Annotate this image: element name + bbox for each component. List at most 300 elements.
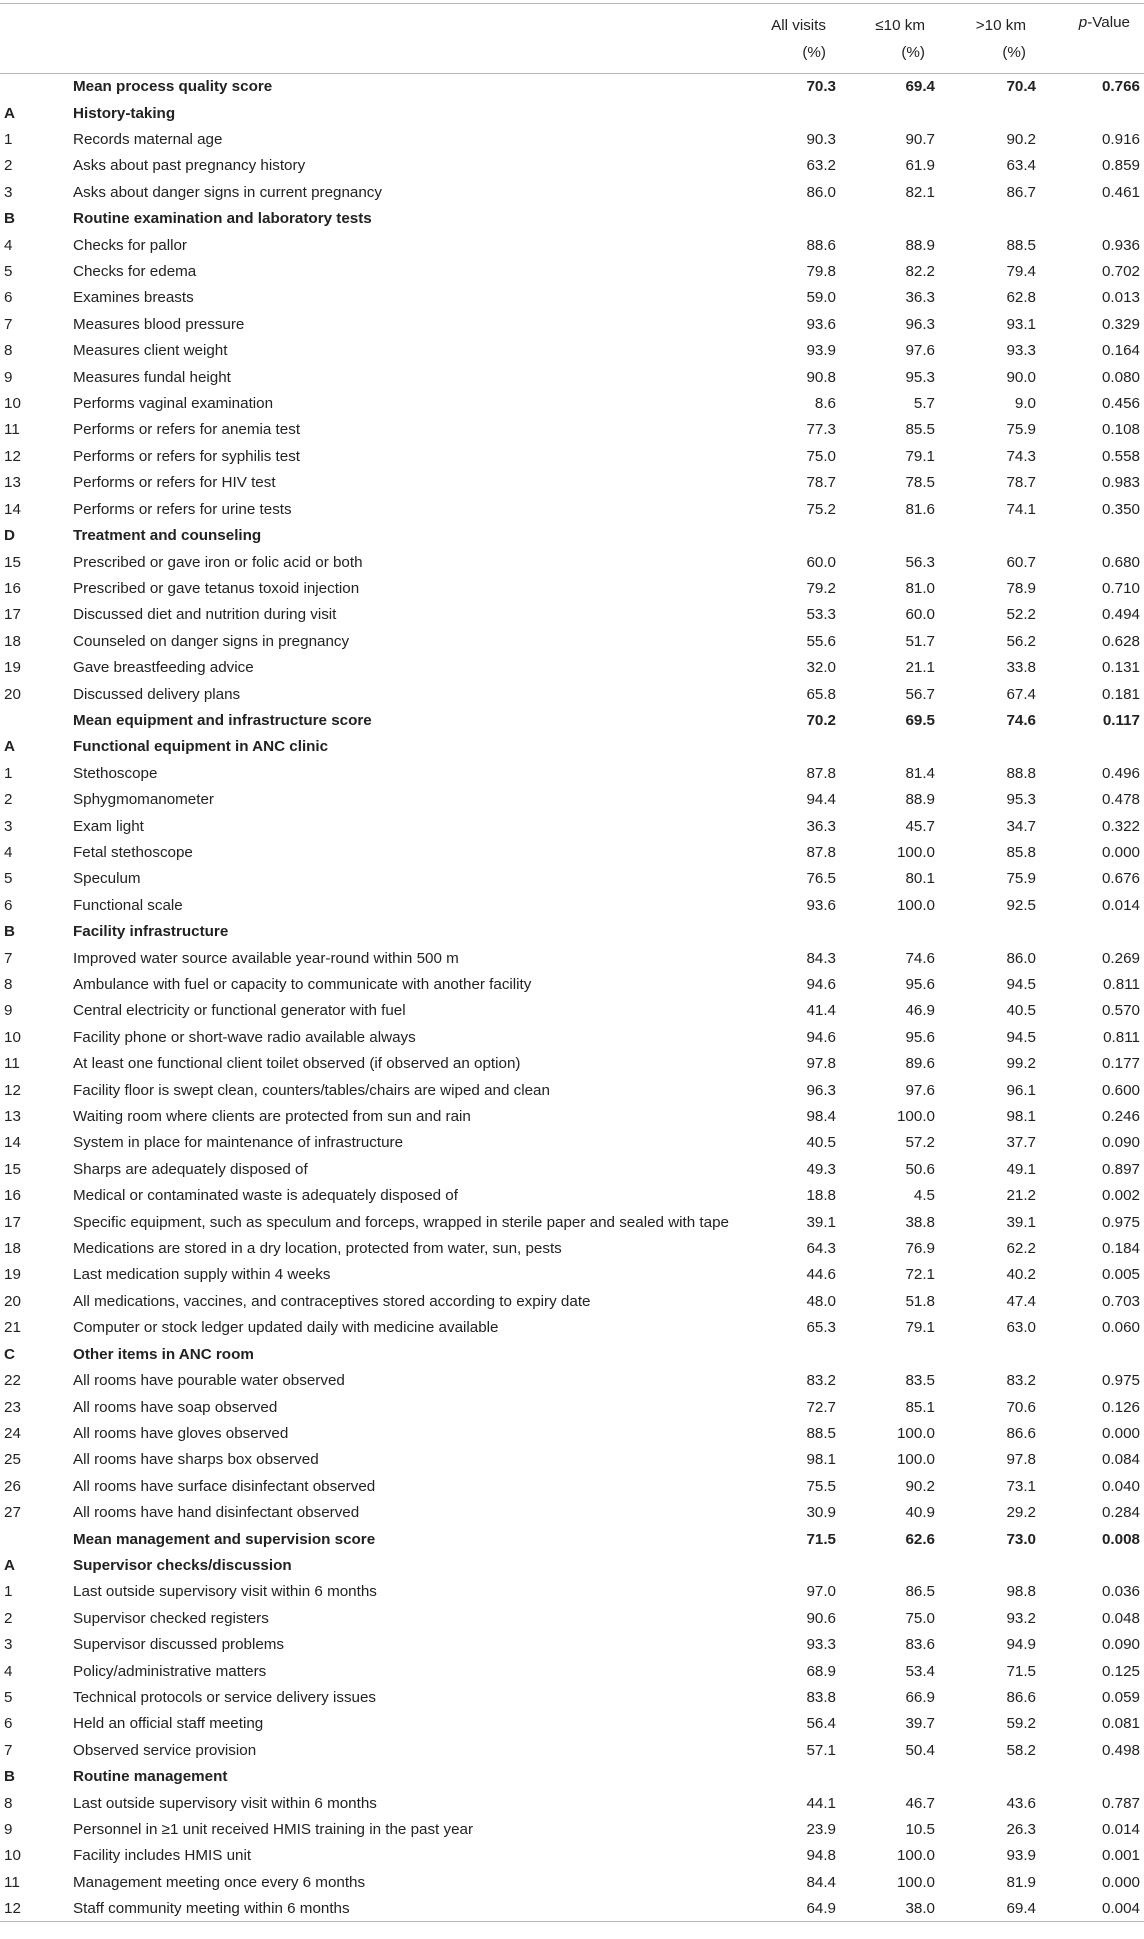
category-row: [0, 1552, 1144, 1578]
table-row: [0, 153, 1144, 179]
table-row: [0, 1051, 1144, 1077]
section-row: [0, 707, 1144, 733]
row-gt10: 81.9: [1006, 1873, 1036, 1891]
row-all-visits: [741, 522, 840, 548]
row-label: Routine management: [73, 1768, 228, 1786]
row-pvalue: 0.322: [1101, 817, 1140, 835]
row-gt10: 97.8: [1006, 1451, 1036, 1469]
row-all-visits: 68.9: [806, 1662, 836, 1680]
row-gt10: 94.5: [1006, 1028, 1036, 1046]
table-row: [0, 1579, 1144, 1605]
row-pvalue: 0.177: [1101, 1055, 1140, 1073]
row-code: B: [4, 210, 15, 228]
row-label: Mean equipment and infrastructure score: [73, 711, 372, 729]
row-le10: 38.0: [840, 1896, 939, 1922]
row-all-visits: 83.8: [806, 1688, 836, 1706]
row-le10: 100.0: [896, 1451, 935, 1469]
row-code: 25: [4, 1451, 21, 1469]
row-code: [0, 707, 69, 733]
table-row: [0, 1658, 1144, 1684]
row-le10: 81.4: [905, 764, 935, 782]
table-row: [0, 179, 1144, 205]
header-all-visits: [741, 4, 840, 74]
row-pvalue: [1040, 1552, 1144, 1578]
row-le10: 100.0: [896, 1847, 935, 1865]
row-code: 12: [0, 1896, 69, 1922]
row-code: 5: [4, 870, 13, 888]
row-gt10: 73.1: [1006, 1477, 1036, 1495]
row-all-visits: [741, 734, 840, 760]
row-le10: 56.7: [905, 685, 935, 703]
header-gt10-label: >10 km: [975, 16, 1026, 34]
row-code: 13: [4, 474, 21, 492]
row-label: Asks about danger signs in current pregnancy: [73, 183, 382, 201]
row-le10: 79.1: [905, 447, 935, 465]
row-code: B: [4, 923, 15, 941]
row-pvalue: 0.001: [1101, 1847, 1140, 1865]
row-code: 4: [4, 843, 13, 861]
row-pvalue: 0.628: [1101, 632, 1140, 650]
table-row: [0, 1367, 1144, 1393]
row-code: 7: [4, 315, 13, 333]
row-le10: 57.2: [905, 1134, 935, 1152]
row-label: Waiting room where clients are protected from sun and rain: [73, 1108, 471, 1126]
row-code: 2: [4, 157, 13, 175]
row-le10: 60.0: [905, 606, 935, 624]
row-all-visits: 84.3: [806, 949, 836, 967]
row-label: All rooms have surface disinfectant observed: [73, 1477, 376, 1495]
row-gt10: [939, 522, 1040, 548]
row-le10: 62.6: [905, 1530, 935, 1548]
header-pvalue-rest: -Value: [1087, 14, 1130, 31]
row-label: Facility infrastructure: [73, 923, 229, 941]
row-gt10: 62.2: [1006, 1240, 1036, 1258]
row-pvalue: 0.108: [1101, 421, 1140, 439]
row-label: Routine examination and laboratory tests: [73, 210, 372, 228]
row-label: Facility floor is swept clean, counters/tables/chairs are wiped and clean: [73, 1081, 550, 1099]
row-all-visits: 40.5: [806, 1134, 836, 1152]
table-row: [0, 126, 1144, 152]
row-all-visits: 8.6: [814, 395, 836, 413]
row-gt10: [939, 919, 1040, 945]
row-pvalue: 0.916: [1101, 131, 1140, 149]
row-all-visits: 64.3: [806, 1240, 836, 1258]
row-code: 20: [4, 1292, 21, 1310]
row-label: Observed service provision: [73, 1741, 257, 1759]
row-label: Functional equipment in ANC clinic: [73, 738, 329, 756]
row-gt10: 95.3: [1006, 791, 1036, 809]
row-le10: [840, 1552, 939, 1578]
row-le10: 85.1: [905, 1398, 935, 1416]
row-code: 7: [4, 949, 13, 967]
row-le10: 51.8: [905, 1292, 935, 1310]
row-label: Central electricity or functional generator with fuel: [73, 1002, 406, 1020]
row-label: Measures blood pressure: [73, 315, 245, 333]
row-label: Last medication supply within 4 weeks: [73, 1266, 331, 1284]
row-label: Ambulance with fuel or capacity to communicate with another facility: [73, 976, 532, 994]
row-code: 9: [4, 1821, 13, 1839]
row-gt10: 78.9: [1006, 579, 1036, 597]
row-label: Other items in ANC room: [73, 1345, 254, 1363]
row-gt10: 26.3: [1006, 1821, 1036, 1839]
table-row: [0, 1711, 1144, 1737]
header-all-visits-unit: (%): [802, 43, 826, 61]
row-label: Exam light: [73, 817, 144, 835]
row-label: Improved water source available year-round within 500 m: [73, 949, 459, 967]
row-pvalue: 0.983: [1101, 474, 1140, 492]
row-all-visits: [741, 1552, 840, 1578]
row-all-visits: 57.1: [806, 1741, 836, 1759]
table-row: [0, 1499, 1144, 1525]
row-pvalue: 0.246: [1101, 1108, 1140, 1126]
row-gt10: [939, 1552, 1040, 1578]
row-code: [0, 74, 69, 100]
row-code: 20: [4, 685, 21, 703]
row-le10: 5.7: [913, 395, 935, 413]
row-le10: 97.6: [905, 1081, 935, 1099]
row-label: Management meeting once every 6 months: [73, 1873, 366, 1891]
table-row: [0, 1024, 1144, 1050]
table-row: [0, 628, 1144, 654]
table-row: [0, 1843, 1144, 1869]
table-row: [0, 1130, 1144, 1156]
row-all-visits: 79.2: [806, 579, 836, 597]
row-code: 9: [4, 1002, 13, 1020]
row-pvalue: 0.456: [1101, 395, 1140, 413]
row-pvalue: 0.059: [1101, 1688, 1140, 1706]
row-gt10: 98.1: [1006, 1108, 1036, 1126]
table-row: [0, 364, 1144, 390]
row-code: B: [4, 1768, 15, 1786]
row-gt10: 74.1: [1006, 500, 1036, 518]
table-row: [0, 786, 1144, 812]
row-all-visits: 55.6: [806, 632, 836, 650]
row-pvalue: 0.014: [1101, 1821, 1140, 1839]
row-code: 15: [4, 553, 21, 571]
row-label: Performs vaginal examination: [73, 395, 274, 413]
table-row: [0, 496, 1144, 522]
row-le10: [840, 734, 939, 760]
row-pvalue: 0.036: [1101, 1583, 1140, 1601]
row-gt10: 47.4: [1006, 1292, 1036, 1310]
row-code: 12: [4, 447, 21, 465]
table-row: [0, 1473, 1144, 1499]
row-all-visits: 41.4: [806, 1002, 836, 1020]
row-gt10: 93.2: [1006, 1609, 1036, 1627]
table-row: [0, 971, 1144, 997]
row-all-visits: 98.4: [806, 1108, 836, 1126]
row-gt10: 33.8: [1006, 659, 1036, 677]
row-pvalue: [1040, 1341, 1144, 1367]
header-row: [0, 4, 1144, 74]
row-gt10: 73.0: [1006, 1530, 1036, 1548]
table-row: [0, 1447, 1144, 1473]
table-row: [0, 232, 1144, 258]
row-all-visits: [741, 1764, 840, 1790]
table-row: [0, 417, 1144, 443]
row-le10: 82.1: [905, 183, 935, 201]
row-label: Measures fundal height: [73, 368, 231, 386]
row-le10: [840, 1764, 939, 1790]
row-le10: 81.0: [905, 579, 935, 597]
row-le10: 82.2: [905, 263, 935, 281]
row-pvalue: 0.496: [1101, 764, 1140, 782]
table-row: [0, 390, 1144, 416]
header-gt10: [939, 4, 1040, 74]
row-all-visits: 86.0: [806, 183, 836, 201]
row-code: 4: [4, 1662, 13, 1680]
row-pvalue: 0.013: [1101, 289, 1140, 307]
row-all-visits: 48.0: [806, 1292, 836, 1310]
row-le10: 80.1: [905, 870, 935, 888]
table-row: [0, 1896, 1144, 1922]
row-label: Gave breastfeeding advice: [73, 659, 254, 677]
row-all-visits: 94.6: [806, 1028, 836, 1046]
row-code: 8: [4, 342, 13, 360]
row-gt10: [939, 1764, 1040, 1790]
row-code: 19: [4, 1266, 21, 1284]
row-gt10: 96.1: [1006, 1081, 1036, 1099]
row-gt10: 60.7: [1006, 553, 1036, 571]
row-label: All medications, vaccines, and contraceptives stored according to expiry date: [73, 1292, 591, 1310]
row-le10: 50.6: [905, 1160, 935, 1178]
row-gt10: 29.2: [1006, 1504, 1036, 1522]
row-le10: 74.6: [905, 949, 935, 967]
row-pvalue: 0.126: [1101, 1398, 1140, 1416]
table-row: [0, 1420, 1144, 1446]
row-gt10: 75.9: [1006, 870, 1036, 888]
row-le10: 61.9: [905, 157, 935, 175]
table-row: [0, 1394, 1144, 1420]
row-le10: 96.3: [905, 315, 935, 333]
row-gt10: 90.2: [1006, 131, 1036, 149]
row-all-visits: 56.4: [806, 1715, 836, 1733]
table-row: [0, 1737, 1144, 1763]
row-code: 18: [4, 632, 21, 650]
header-code-cell: [0, 4, 69, 74]
row-code: 1: [4, 764, 13, 782]
row-gt10: 93.1: [1006, 315, 1036, 333]
row-gt10: 94.9: [1006, 1636, 1036, 1654]
table-row: [0, 1183, 1144, 1209]
row-gt10: 86.6: [1006, 1424, 1036, 1442]
row-pvalue: 0.080: [1101, 368, 1140, 386]
row-all-visits: 59.0: [806, 289, 836, 307]
row-pvalue: 0.284: [1101, 1504, 1140, 1522]
row-le10: 69.4: [905, 78, 935, 96]
header-all-visits-label: All visits: [771, 16, 826, 34]
row-label: Sphygmomanometer: [73, 791, 214, 809]
category-row: [0, 522, 1144, 548]
row-all-visits: 39.1: [806, 1213, 836, 1231]
row-code: 14: [4, 1134, 21, 1152]
row-le10: 85.5: [905, 421, 935, 439]
row-le10: [840, 919, 939, 945]
row-label: Speculum: [73, 870, 141, 888]
table-row: [0, 443, 1144, 469]
row-pvalue: 0.060: [1101, 1319, 1140, 1337]
row-pvalue: 0.461: [1101, 183, 1140, 201]
row-label: Examines breasts: [73, 289, 194, 307]
row-pvalue: 0.702: [1101, 263, 1140, 281]
table-row: [0, 654, 1144, 680]
row-gt10: 69.4: [939, 1896, 1040, 1922]
row-pvalue: 0.498: [1101, 1741, 1140, 1759]
row-all-visits: 79.8: [806, 263, 836, 281]
row-code: 1: [4, 131, 13, 149]
row-label: Facility phone or short-wave radio available always: [73, 1028, 416, 1046]
row-pvalue: 0.269: [1101, 949, 1140, 967]
table-row: [0, 1315, 1144, 1341]
row-le10: 86.5: [905, 1583, 935, 1601]
row-all-visits: 75.0: [806, 447, 836, 465]
row-pvalue: 0.125: [1101, 1662, 1140, 1680]
row-label: Performs or refers for HIV test: [73, 474, 276, 492]
row-pvalue: 0.570: [1101, 1002, 1140, 1020]
table-row: [0, 285, 1144, 311]
table-row: [0, 470, 1144, 496]
row-gt10: 59.2: [1006, 1715, 1036, 1733]
row-label: Medications are stored in a dry location, protected from water, sun, pests: [73, 1240, 562, 1258]
row-all-visits: 76.5: [806, 870, 836, 888]
row-code: A: [4, 104, 15, 122]
header-pvalue-p: p: [1078, 14, 1088, 31]
row-gt10: 9.0: [1014, 395, 1036, 413]
row-code: 19: [4, 659, 21, 677]
header-le10-label: ≤10 km: [875, 16, 925, 34]
row-all-visits: 94.4: [806, 791, 836, 809]
row-gt10: 40.5: [1006, 1002, 1036, 1020]
table-row: [0, 866, 1144, 892]
row-gt10: 94.5: [1006, 976, 1036, 994]
row-code: 26: [4, 1477, 21, 1495]
row-code: 7: [4, 1741, 13, 1759]
table-row: [0, 945, 1144, 971]
row-all-visits: 90.6: [806, 1609, 836, 1627]
table-body: [0, 74, 1144, 1922]
row-label: Personnel in ≥1 unit received HMIS training in the past year: [73, 1821, 474, 1839]
row-gt10: 52.2: [1006, 606, 1036, 624]
row-pvalue: 0.703: [1101, 1292, 1140, 1310]
category-row: [0, 734, 1144, 760]
row-all-visits: 30.9: [806, 1504, 836, 1522]
row-all-visits: 23.9: [806, 1821, 836, 1839]
row-gt10: 75.9: [1006, 421, 1036, 439]
row-label: Mean management and supervision score: [73, 1530, 376, 1548]
row-code: D: [4, 527, 15, 545]
row-le10: 88.9: [905, 236, 935, 254]
row-all-visits: [741, 1341, 840, 1367]
row-code: 8: [4, 1794, 13, 1812]
row-all-visits: 87.8: [806, 843, 836, 861]
row-code: 10: [4, 1028, 21, 1046]
row-code: 5: [4, 263, 13, 281]
row-all-visits: 71.5: [806, 1530, 836, 1548]
row-label: Held an official staff meeting: [73, 1715, 264, 1733]
row-le10: 10.5: [905, 1821, 935, 1839]
row-all-visits: 84.4: [806, 1873, 836, 1891]
row-code: 17: [4, 1213, 21, 1231]
row-label: Measures client weight: [73, 342, 228, 360]
row-all-visits: 97.8: [806, 1055, 836, 1073]
row-le10: [840, 1341, 939, 1367]
row-le10: 72.1: [905, 1266, 935, 1284]
row-label: Functional scale: [73, 896, 183, 914]
row-pvalue: 0.680: [1101, 553, 1140, 571]
row-all-visits: 75.5: [806, 1477, 836, 1495]
row-code: 23: [4, 1398, 21, 1416]
row-le10: 21.1: [905, 659, 935, 677]
row-label: Policy/administrative matters: [73, 1662, 267, 1680]
row-pvalue: 0.008: [1101, 1530, 1140, 1548]
row-gt10: 74.6: [1006, 711, 1036, 729]
row-pvalue: 0.897: [1101, 1160, 1140, 1178]
row-le10: 100.0: [896, 1873, 935, 1891]
results-table: [0, 3, 1144, 1922]
row-code: 10: [4, 395, 21, 413]
row-gt10: [939, 100, 1040, 126]
header-le10-unit: (%): [901, 43, 925, 61]
row-label: Discussed delivery plans: [73, 685, 241, 703]
row-le10: 69.5: [905, 711, 935, 729]
row-le10: 89.6: [905, 1055, 935, 1073]
row-all-visits: 97.0: [806, 1583, 836, 1601]
row-le10: 53.4: [905, 1662, 935, 1680]
row-all-visits: 65.8: [806, 685, 836, 703]
row-code: 2: [4, 791, 13, 809]
row-pvalue: 0.558: [1101, 447, 1140, 465]
row-all-visits: 70.3: [806, 78, 836, 96]
row-pvalue: 0.117: [1102, 711, 1140, 729]
row-gt10: 34.7: [1006, 817, 1036, 835]
row-gt10: 39.1: [1006, 1213, 1036, 1231]
row-gt10: 90.0: [1006, 368, 1036, 386]
row-label: Supervisor checked registers: [73, 1609, 269, 1627]
row-all-visits: 94.6: [806, 976, 836, 994]
row-label: Counseled on danger signs in pregnancy: [73, 632, 350, 650]
row-le10: 90.7: [905, 131, 935, 149]
row-label: Computer or stock ledger updated daily with medicine available: [73, 1319, 499, 1337]
row-code: 11: [4, 1873, 20, 1891]
row-pvalue: 0.181: [1101, 685, 1140, 703]
row-le10: 45.7: [905, 817, 935, 835]
row-gt10: 99.2: [1006, 1055, 1036, 1073]
row-all-visits: 18.8: [806, 1187, 836, 1205]
row-le10: 36.3: [905, 289, 935, 307]
row-label: Staff community meeting within 6 months: [69, 1896, 741, 1922]
row-all-visits: 70.2: [806, 711, 836, 729]
table-row: [0, 1103, 1144, 1129]
row-pvalue: 0.811: [1103, 1028, 1140, 1046]
row-all-visits: 72.7: [806, 1398, 836, 1416]
row-label: All rooms have sharps box observed: [73, 1451, 319, 1469]
table-row: [0, 998, 1144, 1024]
row-le10: 100.0: [896, 843, 935, 861]
row-gt10: 79.4: [1006, 263, 1036, 281]
row-pvalue: [1040, 100, 1144, 126]
row-gt10: [939, 1341, 1040, 1367]
row-code: 6: [4, 289, 13, 307]
row-pvalue: [1040, 734, 1144, 760]
row-label: Mean process quality score: [73, 78, 273, 96]
row-all-visits: 44.1: [806, 1794, 836, 1812]
row-pvalue: 0.004: [1040, 1896, 1144, 1922]
row-gt10: 86.7: [1006, 183, 1036, 201]
row-code: 5: [4, 1688, 13, 1706]
row-label: History-taking: [73, 104, 176, 122]
row-pvalue: 0.048: [1101, 1609, 1140, 1627]
row-le10: 40.9: [905, 1504, 935, 1522]
